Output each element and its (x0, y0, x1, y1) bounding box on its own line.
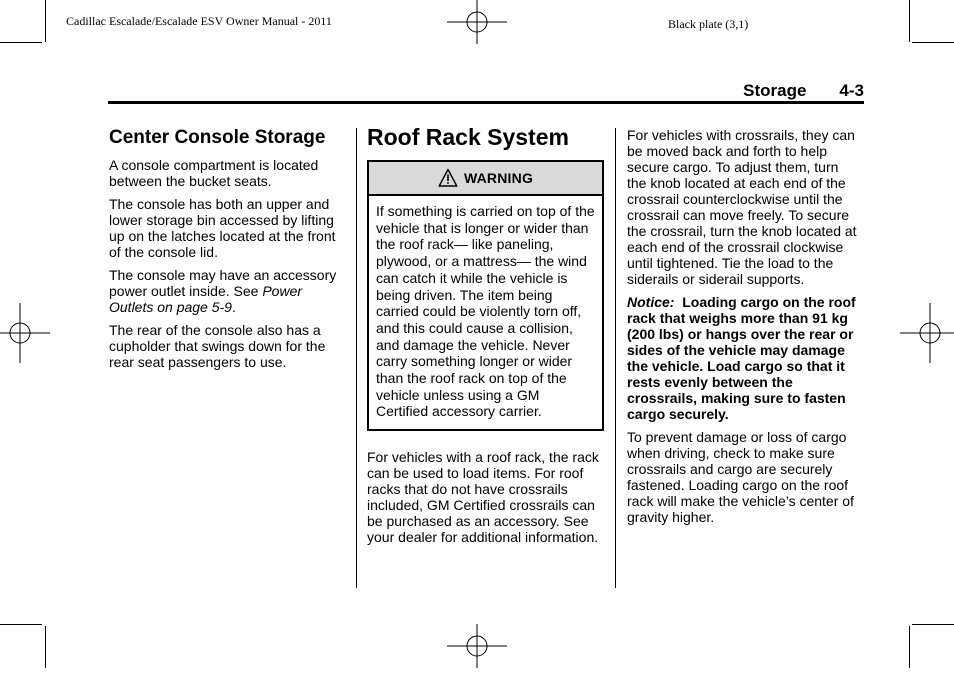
page-number: 4-3 (839, 81, 864, 100)
column-divider (615, 128, 616, 588)
registration-mark-icon (0, 303, 50, 363)
right-column (627, 127, 861, 532)
crop-mark (909, 626, 910, 668)
left-column (109, 127, 349, 377)
paragraph: For vehicles with crossrails, they can be moved back and forth to help secure cargo. To adjust them, turn the knob located at each end of the crossrail counterclockwise until the crossrail can move freely. To secure the crossrail, turn the knob located at each end of the crossrail clockwise until tightened. Tie the load to the siderails or siderail supports. (627, 127, 857, 287)
registration-mark-icon (900, 303, 954, 363)
running-header (108, 80, 864, 102)
crop-mark (909, 0, 910, 42)
page-title: Roof Rack System (367, 124, 569, 150)
notice-text: Loading cargo on the roof rack that weighs more than 91 kg (200 lbs) or hangs over the rear or sides of the vehicle may damage the vehicle. Load cargo so that it rests evenly between the crossrails, making sure to fasten cargo securely. (627, 294, 856, 422)
paragraph-text: The console may have an accessory power outlet inside. See (109, 267, 337, 299)
cross-reference-link[interactable]: Power Outlets on page 5‑9 (109, 283, 303, 315)
warning-label: WARNING (463, 170, 534, 186)
punctuation: . (231, 299, 236, 315)
plate-left-text: Cadillac Escalade/Escalade ESV Owner Manual - 2011 (66, 14, 332, 28)
paragraph: The rear of the console also has a cupholder that swings down for the rear seat passengers to use. (109, 322, 326, 370)
section-name: Storage (743, 81, 807, 100)
header-rule (108, 101, 864, 104)
section-heading: Center Console Storage (109, 127, 326, 148)
paragraph: For vehicles with a roof rack, the rack can be used to load items. For roof racks that do not have crossrails included, GM Certified crossrails can be purchased as an accessory. See your dealer for additional information. (367, 449, 599, 546)
crop-mark (912, 42, 954, 43)
plate-right-text: Black plate (3,1) (668, 17, 749, 31)
registration-mark-icon (447, 616, 507, 676)
crop-mark (0, 42, 42, 43)
paragraph: The console has both an upper and lower storage bin accessed by lifting up on the latches located at the front of the console lid. (109, 196, 336, 260)
crop-mark (912, 624, 954, 625)
paragraph: A console compartment is located between the bucket seats. (109, 157, 319, 189)
paragraph: To prevent damage or loss of cargo when driving, check to make sure crossrails and cargo are securely fastened. Loading cargo on the roof rack will make the vehicle’s center of gravity higher. (627, 429, 854, 525)
warning-text: If something is carried on top of the vehicle that is longer or wider than the roof rack— like paneling, plywood, or a mattress— the wind can catch it while the vehicle is being driven. The item being carried could be violently torn off, and this could cause a collision, and damage the vehicle. Never carry something longer or wider than the roof rack on top of the vehicle unless using a GM Certified accessory carrier. (376, 203, 595, 420)
column-divider (356, 128, 357, 588)
registration-mark-icon (447, 0, 507, 52)
middle-column (367, 124, 607, 552)
warning-box (367, 160, 604, 431)
notice-label: Notice: (627, 294, 675, 310)
crop-mark (45, 0, 46, 42)
warning-icon (438, 168, 458, 188)
notice-paragraph (627, 294, 861, 422)
crop-mark (45, 626, 46, 668)
paragraph (109, 267, 349, 315)
crop-mark (0, 624, 42, 625)
warning-header (369, 162, 602, 196)
